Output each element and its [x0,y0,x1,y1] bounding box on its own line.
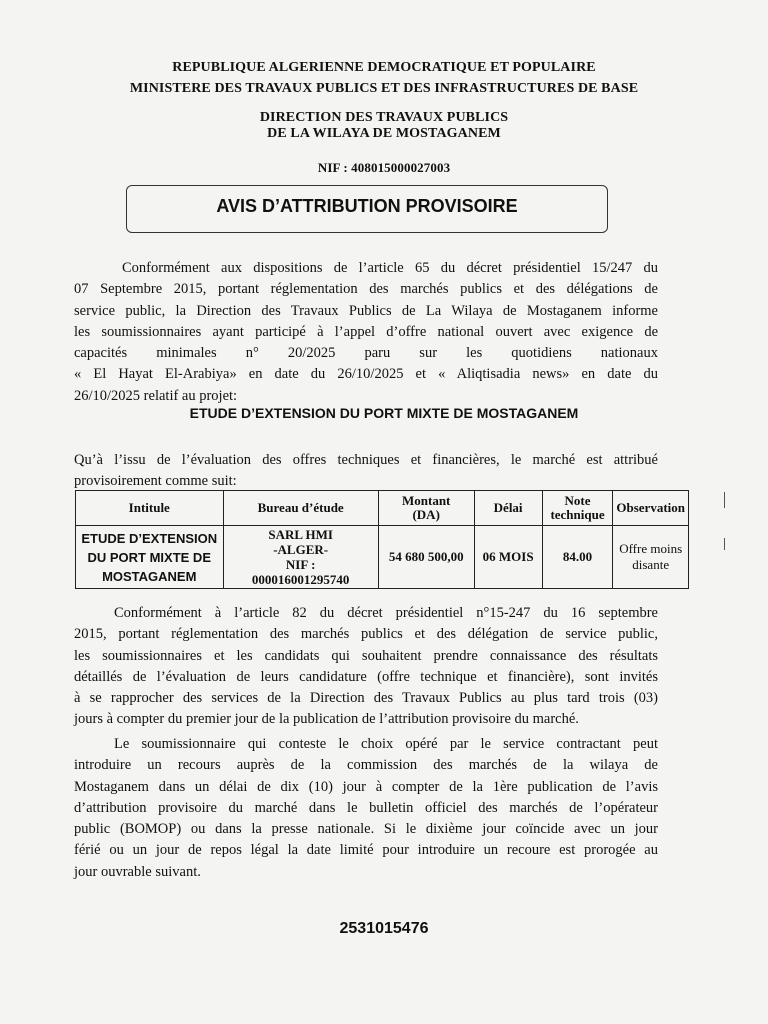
award-table [75,490,689,589]
intro-paragraph [74,258,658,407]
intitule-line: ETUDE D’EXTENSION [81,530,218,546]
article82-line: les soumissionnaires et les candidats qui souhaitent prendre connaissance des résultats [74,647,658,664]
recours-line: Le soumissionnaire qui conteste le choix opéré par le service contractant peut [114,736,658,752]
header-montant-line2: (DA) [412,507,440,522]
bureau-line: -ALGER- [273,542,329,557]
recours-paragraph [74,734,658,883]
intro-line: 07 Septembre 2015, portant réglementation des marchés publics et des délégations de [74,281,658,298]
article82-line: jours à compter du premier jour de la publication de l’attribution provisoire du marché. [74,711,579,728]
cell-montant: 54 680 500,00 [378,526,474,589]
header-note [542,491,613,526]
table-header-row [76,491,689,526]
recours-line: d’attribution provisoire du marché dans le bulletin officiel des marchés de l’opérateur [74,799,658,816]
header-note-line2: technique [550,507,605,522]
evaluation-paragraph [74,450,658,493]
intro-line: Conformément aux dispositions de l’article 65 du décret présidentiel 15/247 du [122,260,658,276]
cell-bureau [223,526,378,589]
header-montant-line1: Montant [401,493,451,508]
recours-line: introduire un recours auprès de la commission des marchés de la wilaya de [74,757,658,774]
recours-line: Mostaganem dans un délai de dix (10) jour à compter de la 1ère publication de l’avis [74,778,658,795]
cell-delai: 06 MOIS [474,526,542,589]
intro-line: capacités minimales n° 20/2025 paru sur les quotidiens nationaux [74,345,658,362]
header-note-line1: Note [564,493,591,508]
header-observation: Observation [613,491,689,526]
notice-title-box [126,185,608,233]
article82-line: détaillés de l’évaluation de leurs candidature (offre technique et financière), sont invités [74,668,658,685]
bureau-line: 000016001295740 [251,572,350,587]
observation-line: disante [632,557,670,572]
intro-line: 26/10/2025 relatif au projet: [74,387,238,404]
article82-line: à se rapprocher des services de la Direction des Travaux Publics au plus tard trois (03) [74,690,658,707]
scan-edge-mark [724,538,725,550]
header-intitule: Intitule [76,491,224,526]
intro-line: service public, la Direction des Travaux Publics de La Wilaya de Mostaganem informe [74,302,658,319]
direction-heading-line2: DE LA WILAYA DE MOSTAGANEM [267,126,501,141]
evaluation-line: Qu’à l’issu de l’évaluation des offres techniques et financières, le marché est attribué [74,452,658,468]
cell-observation [613,526,689,589]
header-montant [378,491,474,526]
observation-line: Offre moins [619,541,683,556]
intitule-line: MOSTAGANEM [102,568,197,584]
article82-paragraph [74,603,658,731]
direction-heading-line1: DIRECTION DES TRAVAUX PUBLICS [259,110,509,125]
article82-line: 2015, portant réglementation des marchés publics et des délégation de service public, [74,626,658,643]
article82-line: Conformément à l’article 82 du décret présidentiel n°15-247 du 16 septembre [114,605,658,621]
intitule-line: DU PORT MIXTE DE [87,549,211,565]
reference-number: 2531015476 [339,920,429,937]
recours-line: férié ou un jour de repos légal la date limité pour introduire un recoure est prorogée au [74,842,658,859]
header-bureau: Bureau d’étude [223,491,378,526]
project-title: ETUDE D’EXTENSION DU PORT MIXTE DE MOSTAGANEM [189,405,579,421]
nif-number: NIF : 408015000027003 [317,160,451,175]
intro-line: « El Hayat El-Arabiya» en date du 26/10/2025 et « Aliqtisadia news» en date du [74,366,658,383]
recours-line: jour ouvrable suivant. [74,863,201,880]
intro-line: les soumissionnaires ayant participé à l’appel d’offre national ouvert avec exigence de [74,323,658,340]
notice-title: AVIS D’ATTRIBUTION PROVISOIRE [216,196,518,216]
bureau-line: NIF : [285,557,316,572]
scan-edge-mark [724,492,725,508]
header-delai: Délai [474,491,542,526]
republic-heading: REPUBLIQUE ALGERIENNE DEMOCRATIQUE ET POPULAIRE [172,60,596,75]
table-row [76,526,689,589]
bureau-line: SARL HMI [268,527,333,542]
cell-intitule [76,526,224,589]
cell-note: 84.00 [542,526,613,589]
ministry-heading: MINISTERE DES TRAVAUX PUBLICS ET DES INFRASTRUCTURES DE BASE [129,81,639,96]
recours-line: public (BOMOP) ou dans la presse nationale. Si le dixième jour coïncide avec un jour [74,821,658,838]
evaluation-line: provisoirement comme suit: [74,473,237,490]
